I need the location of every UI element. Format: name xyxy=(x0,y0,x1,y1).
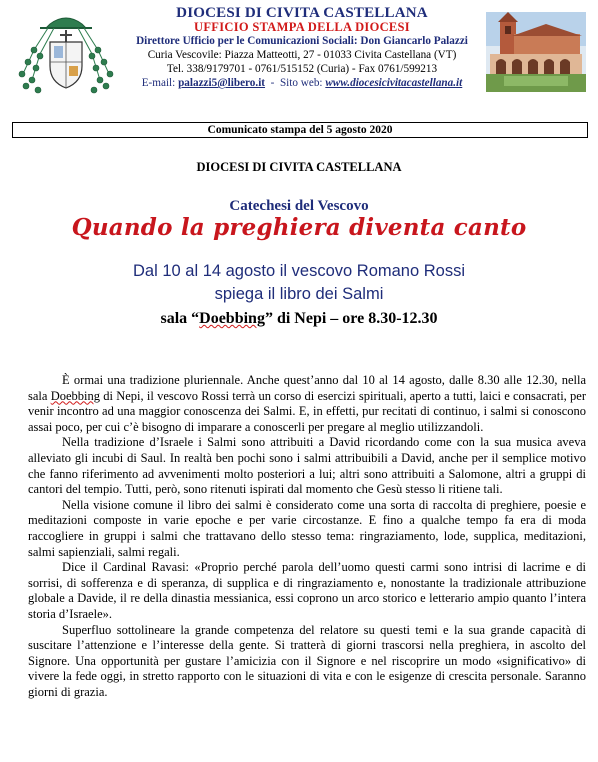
website-link[interactable]: www.diocesicivitacastellana.it xyxy=(325,77,463,89)
paragraph-1-part-c: di Nepi, il vescovo Rossi terrà un corso di esercizi spirituali, aperto a tutti, laici e consacrati, per venir incontro ad una maggior conoscenza dei Salmi. E, in effetti, pur recitati di continuo, i salmi si conoscono assai poco, per cui c’è bisogno di imparare a conoscerli per pregare al meglio utilizzandoli. xyxy=(28,388,587,434)
catechesi-subheading: Catechesi del Vescovo xyxy=(229,198,369,214)
paragraph-1-part-a: È ormai una tradizione pluriennale. Anche quest’anno dal 10 al 14 agosto, dalle 8.30 alle 12.30, nella sala xyxy=(28,373,586,403)
contact-line xyxy=(118,76,486,90)
article-body xyxy=(28,373,586,700)
headline: Quando la preghiera diventa canto xyxy=(71,214,527,241)
letterhead-text xyxy=(118,6,486,90)
communique-date-box: Comunicato stampa del 5 agosto 2020 xyxy=(12,122,588,138)
paragraph-2: Nella tradizione d’Israele i Salmi sono attribuiti a David ricordando come con la sua musica aveva alleviato gli incubi di Saul. In realtà ben pochi sono i salmi attribuibili a David, anche per il semplice motivo che fanno riferimento ad avvenimenti molto posteriori a lui; altri sono attribuiti a Salomone, altri a gruppi di cantori del tempio. Tutti, però, sono ritenuti ispirati dal momento che Gesù stesso li ritiene tali. xyxy=(28,435,586,497)
venue-name: Doebbing xyxy=(199,310,265,327)
press-office-title: UFFICIO STAMPA DELLA DIOCESI xyxy=(194,20,410,34)
director-line: Direttore Ufficio per le Comunicazioni Sociali: Don Giancarlo Palazzi xyxy=(136,35,468,47)
letterhead xyxy=(6,6,592,96)
cathedral-cloister-photo xyxy=(486,12,586,92)
address-line: Curia Vescovile: Piazza Matteotti, 27 - 01033 Civita Castellana (VT) xyxy=(147,49,457,61)
subtitle-line-1: Dal 10 al 14 agosto il vescovo Romano Rossi xyxy=(132,262,465,280)
venue-suffix: ” di Nepi – ore 8.30-12.30 xyxy=(264,310,438,327)
subtitle-line-2: spiega il libro dei Salmi xyxy=(214,285,384,303)
paragraph-4: Dice il Cardinal Ravasi: «Proprio perché parola dell’uomo questi carmi sono intrisi di lacrime e di sorrisi, di sofferenza e di speranza, di supplica e di ringraziamento e, nonostante la tradizionale attribuzione globale a Davide, il re della dinastia messianica, essi coprono un arco storico e letterario ampio quanto l’intera storia d’Israele». xyxy=(28,560,586,621)
paragraph-1-venue-name: Doebbing xyxy=(50,388,100,403)
venue-prefix: sala “ xyxy=(160,310,200,327)
paragraph-3: Nella visione comune il libro dei salmi è considerato come una sorta di raccolta di preghiere, poesie e meditazioni composte in varie epoche e per varie circostanze. E fino a qualche tempo fa era di moda raccogliere in gruppi i salmi che trattavano dello stesso tema: ringraziamento, lode, supplica, meditazioni, salmi sapienziali, salmi regali. xyxy=(28,497,586,559)
diocese-heading: DIOCESI DI CIVITA CASTELLANA xyxy=(196,160,402,174)
email-label: E-mail: xyxy=(141,77,179,89)
venue-line xyxy=(0,310,598,328)
paragraph-1 xyxy=(28,373,586,435)
site-label: - Sito web: xyxy=(265,77,326,89)
email-link[interactable]: palazzi5@libero.it xyxy=(178,77,266,89)
phone-line: Tel. 338/9179701 - 0761/515152 (Curia) - Fax 0761/599213 xyxy=(166,63,438,75)
paragraph-5: Superfluo sottolineare la grande competenza del relatore su questi temi e la sua grande capacità di suscitare l’attenzione e l’interesse della gente. Si tratterà di giorni trascorsi nella preghiera, in ascolto del Signore. Una opportunità per gustare l’amicizia con il Signore e nel riscoprire un modo «significativo» di vivere la fede oggi, in stretto rapporto con le situazioni di vita e con le esigenze di crescita personale. Saranno giorni di grazia. xyxy=(28,622,586,699)
episcopal-coat-of-arms-icon xyxy=(14,10,118,96)
diocese-title: DIOCESI DI CIVITA CASTELLANA xyxy=(176,5,428,21)
